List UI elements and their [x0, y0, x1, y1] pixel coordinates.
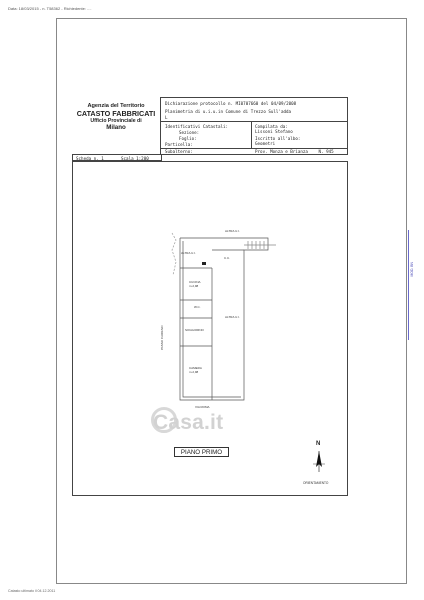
label-altra-left: ALTRA U.I.	[181, 251, 196, 255]
watermark-text: Casa.it	[153, 411, 224, 434]
label-passo: PASSO CARRAIO	[160, 325, 164, 350]
del-label: del	[260, 101, 269, 106]
subalterno-label: Subalterno:	[165, 149, 193, 154]
iscritto-label: Iscritto all'albo:	[255, 136, 301, 141]
particella-label: Particella:	[165, 142, 193, 147]
sezione-label: Sezione:	[179, 130, 200, 135]
agency-office: Ufficio Provinciale di	[90, 118, 142, 124]
north-label: N	[316, 441, 321, 447]
label-street: VIA ROMA	[195, 405, 210, 409]
side-margin-code: MOD. BN	[410, 262, 414, 277]
prov-value: Monza e Brianza	[270, 149, 308, 154]
label-cortile: C.C.	[224, 256, 230, 260]
identificativi-label: Identificativi Catastali:	[165, 124, 229, 129]
comune-code: L	[165, 115, 168, 120]
plan-left-boundary	[172, 233, 176, 275]
n-label: N.	[318, 149, 324, 154]
planimetria-line: Planimetria di u.i.u.in Comune di Trezzo Sull'adda	[165, 109, 292, 114]
orientamento-label: ORIENTAMENTO	[303, 481, 329, 485]
prov-label: Prov.	[255, 149, 268, 154]
plan-stair	[244, 241, 276, 249]
label-altra-right: ALTRA U.I.	[225, 315, 240, 319]
label-cucina: CUCINA	[189, 280, 201, 284]
protocollo-date: 04/09/2008	[270, 101, 297, 106]
agency-catasto: CATASTO FABBRICATI	[76, 109, 156, 118]
label-cucina-sub: m.2,98	[189, 284, 199, 288]
label-camera: CAMERA	[189, 366, 202, 370]
label-wc: W.C.	[194, 305, 201, 309]
label-camera-sub: m.2,98	[189, 370, 199, 374]
foglio-label: Foglio:	[179, 136, 197, 141]
iscritto-value: Geometri	[255, 141, 276, 146]
agency-city: Milano	[106, 124, 126, 131]
scala-label: Scala 1:200	[121, 155, 149, 161]
footer-meta-line: Catasto ultimato il 04.12.2011	[8, 589, 56, 593]
plan-column	[202, 262, 206, 265]
compilata-label: Compilata da:	[255, 124, 288, 129]
label-soggiorno: SOGGIORNO	[185, 328, 204, 332]
compilata-name: Lissoni Stefano	[255, 129, 293, 134]
scheda-label: Scheda n. 1	[76, 155, 104, 161]
dichiarazione-label: Dichiarazione protocollo n.	[165, 101, 234, 106]
agency-name: Agenzia del Territorio	[87, 103, 145, 109]
label-altra-top: ALTRA U.I.	[225, 229, 240, 233]
header-meta-line: Data: 18/03/2015 - n. T58362 - Richiedente: ....	[8, 6, 92, 11]
protocollo-number: MI0707660	[235, 101, 259, 106]
n-value: 945	[326, 149, 334, 154]
floor-title: PIANO PRIMO	[174, 447, 229, 457]
plan-outer-wall	[180, 238, 268, 400]
north-arrow	[313, 451, 325, 472]
